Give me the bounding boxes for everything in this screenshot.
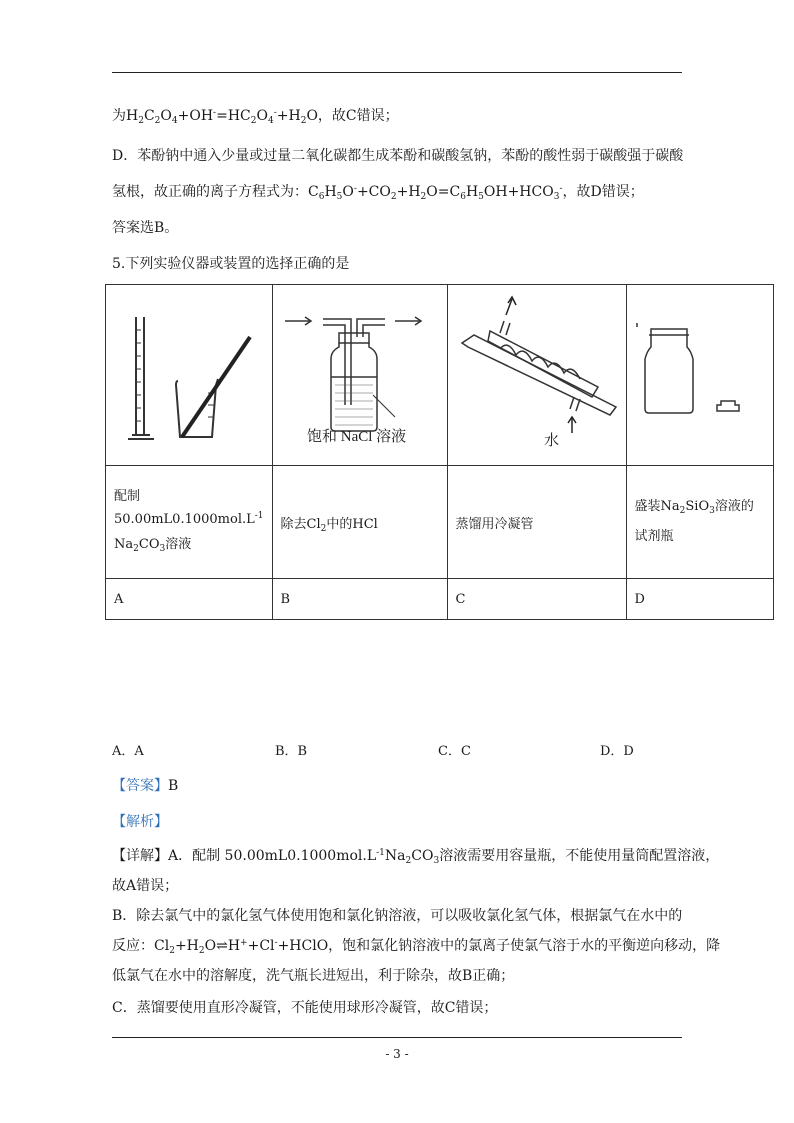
graduated-cylinder-beaker-icon [108, 285, 269, 461]
detail-4: 反应：$Cl_2+H_2O\rightleftharpoons H^++Cl^-+HClO$，饱和氯化钠溶液中的氯离子使氯气溶于水的平衡逆向移动，降 [112, 938, 721, 956]
label-b: B [272, 579, 447, 620]
desc-c: 蒸馏用冷凝管 [447, 466, 626, 579]
analysis-tag: 【解析】 [112, 814, 168, 830]
image-d [626, 285, 773, 466]
option-a: A．A [112, 744, 144, 759]
option-b: B．B [275, 744, 308, 759]
image-c [447, 285, 626, 466]
bulb-condenser-icon [448, 285, 626, 461]
desc-b: 除去$Cl_2$中的HCl [272, 466, 447, 579]
detail-5: 低氯气在水中的溶解度，洗气瓶长进短出，利于除杂，故B正确； [112, 968, 515, 984]
desc-a: 配制 $50.00mL0.1000mol.L^{-1}$ $Na_2CO_3$溶液 [106, 466, 273, 579]
line-answer-b: 答案选B。 [112, 220, 179, 236]
option-d: D．D [600, 744, 634, 759]
option-c: C．C [438, 744, 471, 759]
line-d2: 氢根，故正确的离子方程式为：$C_6H_5O^-+CO_2+H_2O=C_6H_5OH+HCO_3^-$，故D错误； [112, 184, 644, 202]
reagent-bottle-icon [627, 285, 773, 461]
question-table [105, 284, 774, 620]
answer-line: 【答案】B [112, 778, 179, 794]
detail-6: C．蒸馏要使用直形冷凝管，不能使用球形冷凝管，故C错误； [112, 1000, 498, 1016]
question-5: 5.下列实验仪器或装置的选择正确的是 [112, 256, 350, 272]
footer-rule [112, 1037, 682, 1038]
label-c: C [447, 579, 626, 620]
page-number: - 3 - [385, 1047, 409, 1061]
gas-washing-bottle-icon [273, 285, 447, 461]
svg-text:水: 水 [543, 433, 559, 449]
header-rule [112, 72, 682, 73]
label-d: D [626, 579, 773, 620]
line-c: 为$H_2C_2O_4+OH^-=HC_2O_4^-+H_2O$，故C错误； [112, 108, 399, 126]
desc-d: 盛装$Na_2SiO_3$溶液的 试剂瓶 [626, 466, 773, 579]
svg-text:饱和 NaCl 溶液: 饱和 NaCl 溶液 [306, 429, 406, 445]
detail-3: B．除去氯气中的氯化氢气体使用饱和氯化钠溶液，可以吸收氯化氢气体，根据氯气在水中的 [112, 908, 683, 924]
answer-tag: 【答案】 [112, 778, 168, 794]
image-a [106, 285, 273, 466]
detail-1: 【详解】A．配制 $50.00mL0.1000mol.L^{-1}Na_2CO_3$溶液需要用容量瓶，不能使用量筒配置溶液， [112, 848, 720, 866]
label-a: A [106, 579, 273, 620]
line-d1: D．苯酚钠中通入少量或过量二氧化碳都生成苯酚和碳酸氢钠，苯酚的酸性弱于碳酸强于碳酸 [112, 148, 684, 164]
detail-2: 故A错误； [112, 878, 179, 894]
image-b [272, 285, 447, 466]
